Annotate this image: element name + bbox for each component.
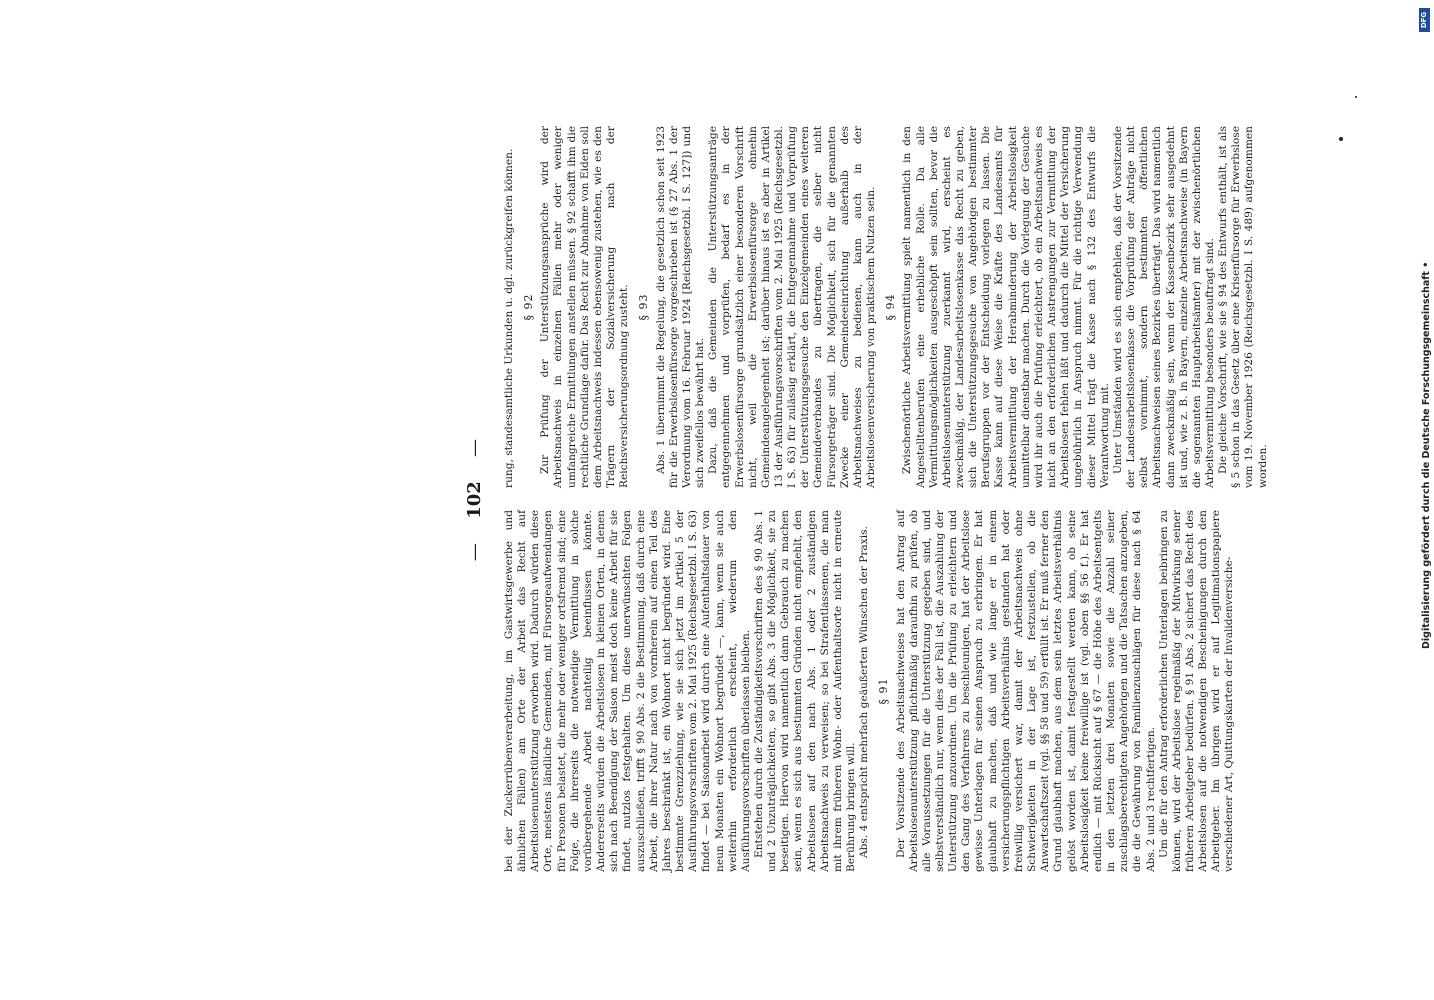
paragraph: Der Vorsitzende des Arbeitsnachweises hat den Antrag auf Arbeitslosenunterstützung pflichtmäßig daraufhin zu prüfen, ob alle Voraussetzungen für die Unterstützung gegeben sind, und selbstverständlich nur, wenn dies der Fall ist, die Auszahlung der Unterstützung anzuordnen. Um die Prüfung zu erleichtern und den Gang des Verfahrens zu beschleunigen, hat der Arbeitslose gewisse Unterlagen für seinen Anspruch zu erbringen. Er hat glaubhaft zu machen, daß und wie lange er in einem versicherungspflichtigen Arbeitsverhältnis gestanden hat oder freiwillig versichert war, damit der Arbeitsnachweis ohne Schwierigkeiten in der Lage ist, festzustellen, ob die Anwartschaftszeit (vgl. §§ 58 und 59) erfüllt ist. Er muß ferner den Grund glaubhaft machen, aus dem sein letztes Arbeitsverhältnis gelöst worden ist, damit festgestellt werden kann, ob seine Arbeitslosigkeit keine freiwillige ist (vgl. oben §§ 56 f.). Er hat endlich — mit Rücksicht auf § 67 — die Höhe des Arbeitsentgelts in den letzten drei Monaten sowie die Anzahl seiner zuschlagsberechtigten Angehörigen und die Tatsachen anzugeben, die die Gewährung von Familienzuschlägen für diese nach § 64 Abs. 2 und 3 rechtfertigen.: [894, 510, 1157, 872]
scan-speck: [1355, 96, 1357, 98]
page-header: [455, 120, 495, 880]
header-dash-right: —: [464, 438, 485, 457]
dfg-logo: [1419, 8, 1430, 32]
paragraph: Abs. 1 übernimmt die Regelung, die gesetzlich schon seit 1923 für die Erwerbslosenfürsorge vorgeschrieben ist (§ 27 Abs. 1 der Verordnung vom 16. Februar 1924 [Reichsgesetzbl. I S. 127]) und sich zweifellos bewährt hat.: [654, 126, 707, 488]
paragraph: rung, standesamtliche Urkunden u. dgl. zurückgreifen können.: [503, 148, 515, 488]
section-heading-91: § 91: [877, 677, 891, 705]
digitization-credit: Digitalisierung gefördert durch die Deutsche Forschungsgemeinschaft •: [1421, 261, 1432, 649]
book-page: [455, 120, 1269, 880]
section-heading-93: § 93: [637, 293, 651, 321]
section-heading-92: § 92: [522, 293, 536, 321]
paragraph: Zur Prüfung der Unterstützungsansprüche wird der Arbeitsnachweis in einzelnen Fällen mehr oder weniger umfangreiche Ermittlungen anstellen müssen. § 92 schafft ihm die rechtliche Grundlage dafür. Das Recht zur Abnahme von Eiden soll dem Arbeitsnachweis indessen ebensowenig zustehen, wie es den Trägern der Sozialversicherung nach der Reichsversicherungsordnung zusteht.: [539, 126, 631, 488]
paragraph: Abs. 4 entspricht mehrfach geäußerten Wünschen der Praxis.: [858, 526, 871, 858]
left-column: [503, 510, 1236, 872]
right-column: [503, 126, 1269, 488]
page-number: 102: [464, 481, 485, 519]
dfg-logo-text: DFG: [1420, 11, 1429, 29]
paragraph: Entstehen durch die Zuständigkeitsvorschriften des § 90 Abs. 1 und 2 Unzuträglichkeiten, so gibt Abs. 3 die Möglichkeit, sie zu beseitigen. Hiervon wird namentlich dann Gebrauch zu machen sein, wenn es sich aus bestimmten Gründen nicht empfiehlt, den Arbeitslosen auf den nach Abs. 1 oder 2 zuständigen Arbeitsnachweis zu verweisen; so bei Strafentlassenen, die man mit ihrem früheren Wohn- oder Aufenthaltsorte nicht in erneute Berührung bringen will.: [752, 510, 858, 872]
paragraph: Um die für den Antrag erforderlichen Unterlagen beibringen zu können, wird der Arbeitslose regelmäßig der Mitwirkung seiner früheren Arbeitgeber bedürfen. § 91 Abs. 2 sichert das Recht des Arbeitslosen auf die notwendigen Bescheinigungen durch den Arbeitgeber. Im übrigen wird er auf Legitimationspapiere verschiedener Art, Quittungskarten der Invalidenversiche-: [1157, 510, 1236, 872]
paragraph: Zwischenörtliche Arbeitsvermittlung spielt namentlich in den Angestelltenberufen eine erhebliche Rolle. Da alle Vermittlungsmöglichkeiten ausgeschöpft sein sollten, bevor die Arbeitslosenunterstützung zuerkannt wird, erscheint es zweckmäßig, der Landesarbeitslosenkasse das Recht zu geben, sich die Unterstützungsgesuche von Angehörigen bestimmter Berufsgruppen vor der Entscheidung vorlegen zu lassen. Die Kasse kann auf diese Weise die Kräfte des Landesamts für Arbeitsvermittlung der Herabminderung der Arbeitslosigkeit unmittelbar dienstbar machen. Durch die Vorlegung der Gesuche wird ihr auch die Prüfung erleichtert, ob ein Arbeitsnachweis es nicht an den erforderlichen Anstrengungen zur Vermittlung der Arbeitslosen fehlen läßt und dadurch die Mittel der Versicherung ungebührlich in Anspruch nimmt. Für die richtige Verwendung dieser Mittel trägt die Kasse nach § 132 des Entwurfs die Verantwortung mit.: [901, 126, 1111, 488]
paragraph: Dazu, daß die Gemeinden die Unterstützungsanträge entgegennehmen und vorprüfen, bedarf es in der Erwerbslosenfürsorge grundsätzlich einer besonderen Vorschrift nicht, weil die Erwerbslosenfürsorge ohnehin Gemeindeangelegenheit ist; darüber hinaus ist es aber in Artikel 13 der Ausführungsvorschriften vom 2. Mai 1925 (Reichsgesetzbl. I S. 63) für zulässig erklärt, die Entgegennahme und Vorprüfung der Unterstützungsgesuche den Einzelgemeinden eines weiteren Gemeindeverbandes zu übertragen, die selber nicht Fürsorgeträger sind. Die Möglichkeit, sich für die genannten Zwecke einer Gemeindeeinrichtung außerhalb des Arbeitsnachweises zu bedienen, kann auch in der Arbeitslosenversicherung von praktischem Nutzen sein.: [707, 126, 878, 488]
scan-speck: [1339, 137, 1343, 141]
paragraph: Unter Umständen wird es sich empfehlen, daß der Vorsitzende der Landesarbeitslosenkasse die Vorprüfung der Anträge nicht selbst vornimmt, sondern bestimmten öffentlichen Arbeitsnachweisen seines Bezirkes überträgt. Das wird namentlich dann zweckmäßig sein, wenn der Kassenbezirk sehr ausgedehnt ist und, wie z. B. in Bayern, einzelne Arbeitsnachweise (in Bayern die sogenannten Hauptarbeitsämter) mit der zwischenörtlichen Arbeitsvermittlung besonders beauftragt sind.: [1111, 126, 1216, 488]
section-heading-94: § 94: [884, 293, 898, 321]
paragraph: Die gleiche Vorschrift, wie sie § 94 des Entwurfs enthält, ist als § 5 schon in das Gesetz über eine Krisenfürsorge für Erwerbslose vom 19. November 1926 (Reichsgesetzbl. I S. 489) aufgenommen worden.: [1217, 126, 1269, 488]
paragraph: bei der Zuckerrübenverarbeitung, im Gastwirtsgewerbe und ähnlichen Fällen) am Orte der Arbeit das Recht auf Arbeitslosenunterstützung erworben wird. Dadurch würden diese Orte, meistens ländliche Gemeinden, mit Fürsorgeaufwendungen für Personen belastet, die mehr oder weniger ortsfremd sind; eine Folge, die ihrerseits die notwendige Vermittlung in solche vorübergehende Arbeit nachteilig beeinflussen könnte. Andererseits würden die Arbeitslosen in kleinen Orten, in denen sich nach Beendigung der Saison meist doch keine Arbeit für sie findet, nutzlos festgehalten. Um diese unerwünschten Folgen auszuschließen, trifft § 90 Abs. 2 die Bestimmung, daß durch eine Arbeit, die ihrer Natur nach von vornherein auf einen Teil des Jahres beschränkt ist, ein Wohnort nicht begründet wird. Eine bestimmte Grenzziehung, wie sie sich jetzt im Artikel 5 der Ausführungsvorschriften vom 2. Mai 1925 (Reichsgesetzbl. I S. 63) findet — bei Saisonarbeit wird durch eine Aufenthaltsdauer von neun Monaten ein Wohnort begründet —, kann, wenn sie auch weiterhin erforderlich erscheint, wiederum den Ausführungsvorschriften überlassen bleiben.: [503, 510, 752, 872]
header-dash-left: —: [464, 543, 485, 562]
